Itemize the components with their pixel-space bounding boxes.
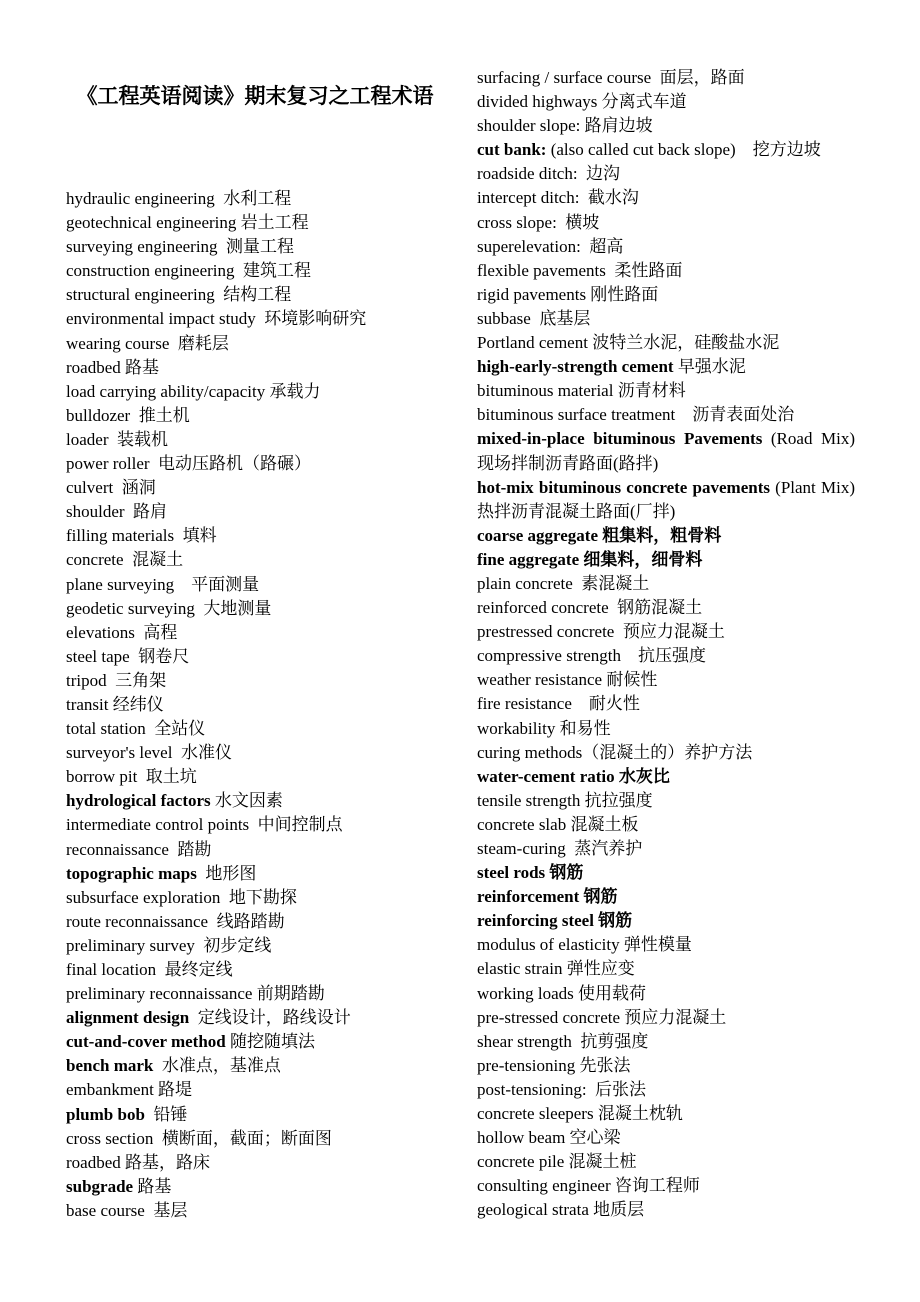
term-bold: mixed-in-place bituminous Pavements: [477, 429, 763, 449]
term-entry: [477, 1102, 855, 1126]
term-text: borrow pit 取土坑: [66, 767, 197, 787]
term-entry: [477, 259, 855, 283]
term-entry: [477, 90, 855, 114]
term-bold: plumb bob: [66, 1104, 145, 1124]
term-entry: [66, 1006, 446, 1030]
term-text: shoulder 路肩: [66, 502, 168, 522]
term-entry: [477, 1198, 855, 1222]
term-entry: [66, 645, 446, 669]
term-entry: [66, 838, 446, 862]
term-text: surveyor's level 水准仪: [66, 743, 232, 763]
term-text: (Road Mix) 现场拌制沥青路面(路拌): [477, 429, 860, 473]
document-title: 《工程英语阅读》期末复习之工程术语: [76, 84, 434, 108]
term-entry: [477, 1078, 855, 1102]
term-text: 路基: [133, 1176, 172, 1196]
term-entry: [477, 620, 855, 644]
term-entry: [66, 452, 446, 476]
term-text: 水文因素: [210, 791, 283, 811]
term-bold: subgrade: [66, 1176, 134, 1196]
term-entry: [66, 356, 446, 380]
term-entry: [477, 668, 855, 692]
term-bold: cut-and-cover method: [66, 1032, 226, 1052]
term-entry: [477, 957, 855, 981]
term-text: Portland cement 波特兰水泥，硅酸盐水泥: [477, 333, 780, 353]
term-entry: [477, 813, 855, 837]
term-text: tensile strength 抗拉强度: [477, 790, 653, 810]
term-entry: [477, 211, 855, 235]
term-bold: bench mark: [66, 1056, 154, 1076]
term-entry: [477, 548, 855, 572]
term-entry: [66, 404, 446, 428]
term-entry: [477, 476, 855, 524]
term-text: divided highways 分离式车道: [477, 92, 687, 112]
term-entry: [477, 1126, 855, 1150]
term-entry: [66, 1199, 446, 1223]
term-entry: [477, 933, 855, 957]
term-text: elevations 高程: [66, 622, 178, 642]
term-text: preliminary reconnaissance 前期踏勘: [66, 984, 325, 1004]
term-text: pre-tensioning 先张法: [477, 1055, 631, 1075]
term-entry: [477, 741, 855, 765]
term-bold: cut bank:: [477, 140, 547, 160]
term-entry: [477, 1030, 855, 1054]
term-entry: [477, 331, 855, 355]
term-text: power roller 电动压路机（路碾）: [66, 454, 312, 474]
term-entry: [477, 403, 855, 427]
term-text: rigid pavements 刚性路面: [477, 284, 659, 304]
term-entry: [477, 235, 855, 259]
term-text: 地形图: [196, 863, 257, 883]
term-text: subsurface exploration 地下勘探: [66, 887, 297, 907]
term-entry: [66, 1054, 446, 1078]
term-entry: [477, 66, 855, 90]
term-entry: [477, 283, 855, 307]
term-text: elastic strain 弹性应变: [477, 959, 635, 979]
term-entry: [66, 862, 446, 886]
term-text: bituminous material 沥青材料: [477, 381, 686, 401]
term-text: workability 和易性: [477, 718, 611, 738]
term-entry: [477, 1174, 855, 1198]
term-text: pre-stressed concrete 预应力混凝土: [477, 1007, 727, 1027]
term-entry: [66, 934, 446, 958]
term-text: geological strata 地质层: [477, 1200, 645, 1220]
term-text: fire resistance 耐火性: [477, 694, 640, 714]
term-text: plane surveying 平面测量: [66, 574, 260, 594]
term-entry: [66, 235, 446, 259]
term-text: intercept ditch: 截水沟: [477, 188, 639, 208]
term-text: loader 装载机: [66, 429, 168, 449]
term-entry: [66, 982, 446, 1006]
term-entry: [477, 379, 855, 403]
term-text: roadbed 路基，路床: [66, 1152, 211, 1172]
term-text: superelevation: 超高: [477, 236, 624, 256]
term-entry: [66, 886, 446, 910]
term-entry: [66, 621, 446, 645]
term-text: geodetic surveying 大地测量: [66, 598, 272, 618]
term-text: total station 全站仪: [66, 719, 206, 739]
term-entry: [66, 1103, 446, 1127]
term-entry: [66, 476, 446, 500]
term-bold: water-cement ratio 水灰比: [477, 766, 670, 786]
term-entry: [66, 1175, 446, 1199]
term-text: shoulder slope: 路肩边坡: [477, 116, 653, 136]
term-text: 铅锤: [144, 1104, 188, 1124]
term-bold: hot-mix bituminous concrete pavements: [477, 477, 770, 497]
term-entry: [477, 355, 855, 379]
term-text: (also called cut back slope) 挖方边坡: [546, 140, 821, 160]
term-entry: [477, 1006, 855, 1030]
term-entry: [477, 572, 855, 596]
term-entry: [66, 910, 446, 934]
term-text: prestressed concrete 预应力混凝土: [477, 622, 725, 642]
term-text: 早强水泥: [673, 357, 746, 377]
term-text: hollow beam 空心梁: [477, 1128, 621, 1148]
term-entry: [66, 717, 446, 741]
term-text: steam-curing 蒸汽养护: [477, 839, 643, 858]
term-bold: hydrological factors: [66, 791, 211, 811]
term-entry: [477, 524, 855, 548]
term-text: concrete sleepers 混凝土枕轨: [477, 1104, 683, 1124]
term-entry: [477, 186, 855, 210]
term-text: construction engineering 建筑工程: [66, 261, 312, 281]
term-text: cross slope: 横坡: [477, 212, 600, 232]
term-text: (Plant Mix)热拌沥青混凝土路面(厂拌): [477, 477, 855, 521]
term-text: modulus of elasticity 弹性模量: [477, 935, 692, 955]
term-text: bituminous surface treatment 沥青表面处治: [477, 405, 795, 425]
term-text: roadbed 路基: [66, 357, 160, 377]
term-entry: [66, 813, 446, 837]
term-entry: [477, 138, 855, 162]
term-bold: topographic maps: [66, 863, 197, 883]
term-entry: [66, 1078, 446, 1102]
term-entry: [477, 909, 855, 933]
term-text: geotechnical engineering 岩土工程: [66, 213, 309, 233]
left-term-column: [66, 187, 446, 1223]
term-text: post-tensioning: 后张法: [477, 1079, 647, 1099]
term-entry: [66, 332, 446, 356]
term-entry: [66, 500, 446, 524]
term-text: plain concrete 素混凝土: [477, 573, 650, 593]
right-term-column: [477, 66, 860, 1223]
term-text: bulldozer 推土机: [66, 405, 190, 425]
term-entry: [66, 669, 446, 693]
term-text: 水准点，基准点: [153, 1056, 281, 1076]
term-entry: [66, 1127, 446, 1151]
term-text: 随挖随填法: [225, 1032, 315, 1052]
term-text: surveying engineering 测量工程: [66, 237, 295, 257]
term-bold: coarse aggregate 粗集料，粗骨料: [477, 525, 722, 545]
term-entry: [477, 162, 855, 186]
term-entry: [66, 1151, 446, 1175]
term-text: concrete pile 混凝土桩: [477, 1152, 637, 1172]
term-entry: [66, 187, 446, 211]
term-entry: [66, 380, 446, 404]
term-entry: [477, 717, 855, 741]
term-entry: [477, 1150, 855, 1174]
term-entry: [477, 1054, 855, 1078]
term-text: final location 最终定线: [66, 960, 233, 979]
term-bold: reinforcement 钢筋: [477, 887, 618, 907]
term-entry: [477, 982, 855, 1006]
term-text: environmental impact study 环境影响研究: [66, 309, 367, 329]
term-entry: [66, 958, 446, 982]
term-entry: [477, 644, 855, 668]
term-entry: [66, 428, 446, 452]
term-entry: [66, 597, 446, 621]
term-text: base course 基层: [66, 1200, 188, 1220]
term-text: wearing course 磨耗层: [66, 333, 229, 353]
term-bold: high-early-strength cement: [477, 357, 674, 377]
term-entry: [477, 861, 855, 885]
term-text: shear strength 抗剪强度: [477, 1031, 649, 1051]
term-entry: [66, 693, 446, 717]
term-text: subbase 底基层: [477, 308, 591, 328]
term-entry: [66, 259, 446, 283]
term-text: roadside ditch: 边沟: [477, 164, 621, 184]
term-text: surfacing / surface course 面层，路面: [477, 68, 745, 87]
term-text: reinforced concrete 钢筋混凝土: [477, 598, 703, 618]
term-entry: [477, 427, 860, 475]
term-text: culvert 涵洞: [66, 478, 156, 498]
term-text: filling materials 填料: [66, 526, 217, 546]
term-text: concrete slab 混凝土板: [477, 814, 639, 834]
term-text: 定线设计，路线设计: [189, 1008, 351, 1028]
term-entry: [66, 524, 446, 548]
term-bold: fine aggregate 细集料，细骨料: [477, 549, 703, 569]
term-text: steel tape 钢卷尺: [66, 646, 190, 666]
term-text: route reconnaissance 线路踏勘: [66, 911, 285, 931]
term-text: preliminary survey 初步定线: [66, 935, 272, 955]
term-text: transit 经纬仪: [66, 694, 164, 714]
term-entry: [66, 211, 446, 235]
term-text: cross section 横断面，截面；断面图: [66, 1128, 332, 1148]
term-text: hydraulic engineering 水利工程: [66, 189, 292, 208]
term-entry: [66, 307, 446, 331]
term-text: reconnaissance 踏勘: [66, 839, 212, 859]
term-text: concrete 混凝土: [66, 550, 184, 570]
term-entry: [66, 548, 446, 572]
term-text: curing methods（混凝土的）养护方法: [477, 742, 753, 762]
term-text: consulting engineer 咨询工程师: [477, 1176, 700, 1196]
term-entry: [66, 1030, 446, 1054]
term-entry: [66, 789, 446, 813]
term-entry: [477, 596, 855, 620]
term-entry: [477, 837, 855, 861]
term-entry: [477, 307, 855, 331]
term-entry: [477, 765, 855, 789]
term-text: intermediate control points 中间控制点: [66, 815, 343, 835]
term-entry: [477, 789, 855, 813]
term-bold: reinforcing steel 钢筋: [477, 911, 633, 931]
term-text: tripod 三角架: [66, 670, 167, 690]
term-text: compressive strength 抗压强度: [477, 646, 706, 666]
term-text: flexible pavements 柔性路面: [477, 260, 683, 280]
term-entry: [66, 765, 446, 789]
term-entry: [477, 692, 855, 716]
term-entry: [477, 885, 855, 909]
term-text: working loads 使用载荷: [477, 983, 647, 1003]
term-entry: [66, 283, 446, 307]
term-bold: alignment design: [66, 1008, 190, 1028]
term-text: embankment 路堤: [66, 1080, 193, 1100]
term-entry: [66, 573, 446, 597]
term-entry: [66, 741, 446, 765]
term-entry: [477, 114, 855, 138]
term-text: structural engineering 结构工程: [66, 285, 292, 305]
term-bold: steel rods 钢筋: [477, 863, 584, 883]
term-text: weather resistance 耐候性: [477, 670, 658, 690]
term-text: load carrying ability/capacity 承载力: [66, 381, 321, 401]
